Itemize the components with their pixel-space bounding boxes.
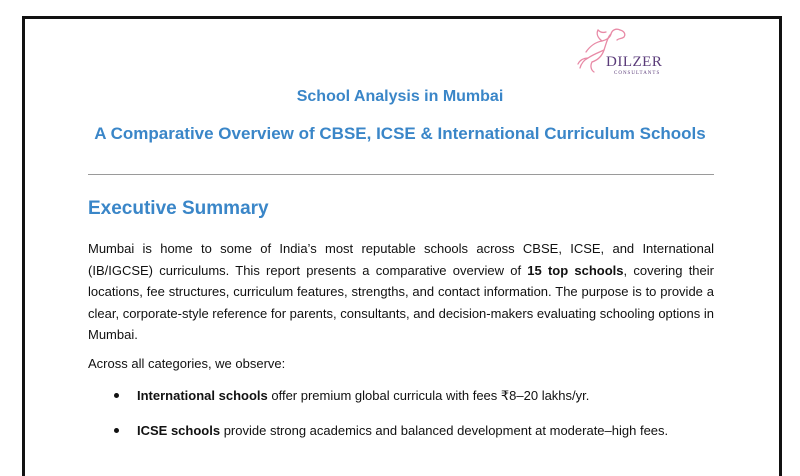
observe-intro: Across all categories, we observe:: [88, 356, 286, 371]
section-heading-executive-summary: Executive Summary: [88, 198, 269, 219]
dilzer-logo: [576, 24, 676, 80]
summary-text-1: Mumbai is home to some of India’s most reputable schools across CBSE, ICSE, and International (IB/IGCSE) curriculums. This report presents a comparative overview of: [88, 241, 714, 278]
logo-name: DILZER: [606, 54, 663, 70]
bullet-bold: International schools: [137, 388, 268, 403]
document-subtitle: A Comparative Overview of CBSE, ICSE & International Curriculum Schools: [94, 124, 706, 143]
summary-paragraph: [88, 238, 714, 346]
document-title: School Analysis in Mumbai: [296, 88, 504, 105]
logo-subtitle: CONSULTANTS: [614, 71, 661, 76]
bullet-text: offer premium global curricula with fees ₹8–20 lakhs/yr.: [267, 388, 590, 403]
summary-text-bold: 15 top schools: [527, 262, 624, 278]
horizontal-divider: [88, 174, 714, 175]
bullet-bold: ICSE schools: [137, 423, 221, 438]
summary-text-2: , covering their locations, fee structures, curriculum features, strengths, and contact information. The purpose is to provide a clear, corporate-style reference for parents, consultants, and decision-makers evaluating schooling options in Mumbai.: [88, 262, 714, 342]
bullet-icon: [114, 428, 119, 433]
bullet-icon: [114, 393, 119, 398]
list-item: [114, 423, 668, 438]
list-item: [114, 388, 589, 404]
bullet-text: provide strong academics and balanced development at moderate–high fees.: [220, 423, 669, 438]
